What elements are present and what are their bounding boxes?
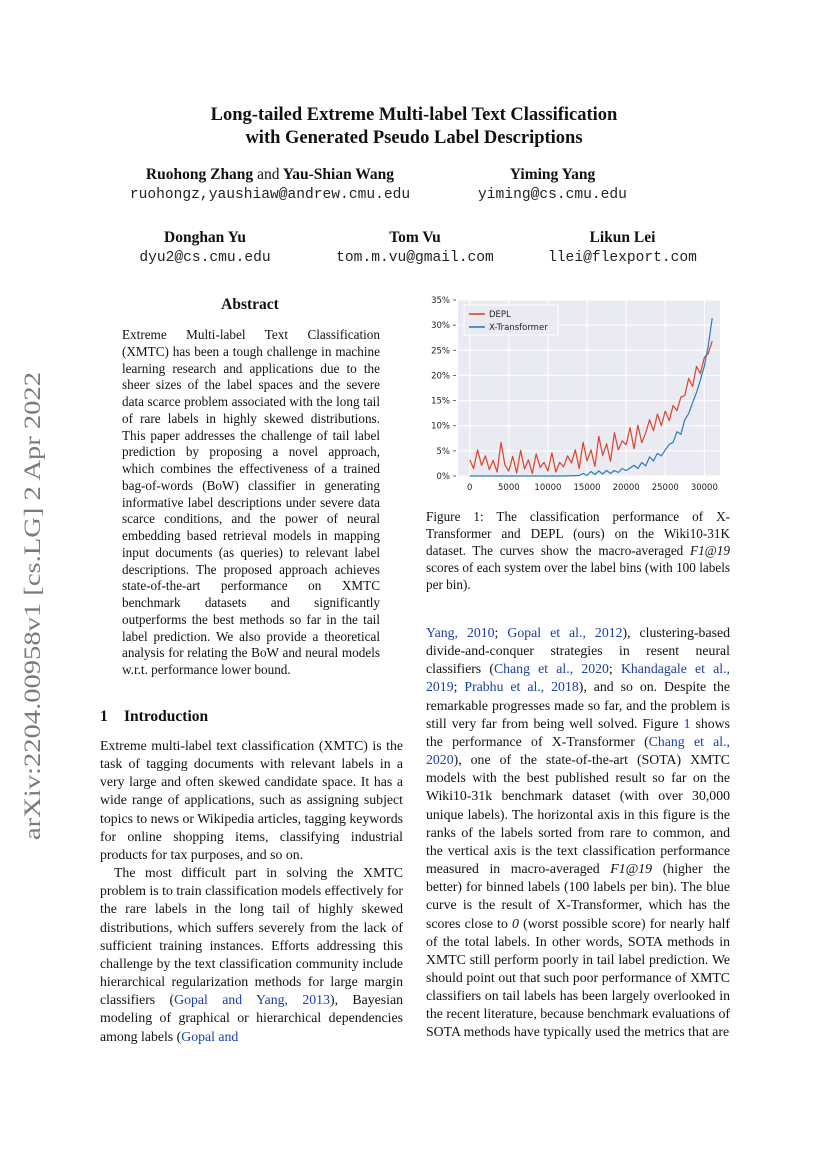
abstract-text: Extreme Multi-label Text Classification (XMTC) has been a tough challenge in machine learning research and applications due to the sheer sizes of the label spaces and the severe data scarce problem associated with the long tail of rare labels in highly skewed distributions. This paper addresses the challenge of tail label prediction by proposing a novel approach, which combines the effectiveness of a trained bag-of-words (BoW) classifier in generating informative label descriptions under severe data scarce conditions, and the power of neural embedding based retrieval models in mapping input documents (as queries) to relevant label descriptions. The proposed approach achieves state-of-the-art performance on XMTC benchmark datasets and significantly outperforms the best methods so far in the tail label prediction. We also provide a theoretical analysis for relating the BoW and neural models w.r.t. performance lower bound. <box>122 327 380 677</box>
paper-title <box>100 104 728 150</box>
y-tick-label: 25% <box>431 346 450 357</box>
text-run: ; <box>494 625 508 640</box>
math-expression: F1@19 <box>610 861 653 877</box>
author-email: yiming@cs.cmu.edu <box>478 187 627 203</box>
paragraph: Extreme multi-label text classification (XMTC) is the task of tagging documents with relevant labels in a very large and often skewed candidate space. It has a wide range of applications, such as assigning subject topics to news or Wikipedia articles, tagging keywords for online shopping items, classifying industrial products for tax purposes, and so on. <box>100 738 403 862</box>
x-tick-label: 30000 <box>690 483 718 493</box>
math-expression: F1@19 <box>690 543 730 558</box>
author-name: Yiming Yang <box>509 166 596 183</box>
author-and: and <box>257 166 280 183</box>
arxiv-id: arXiv:2204.00958v1 [cs.LG] 2 Apr 2022 <box>20 463 45 840</box>
y-tick-label: 20% <box>431 371 450 382</box>
title-line-1: Long-tailed Extreme Multi-label Text Classification <box>210 105 618 125</box>
x-tick-label: 15000 <box>573 483 601 493</box>
author-email: ruohongz,yaushiaw@andrew.cmu.edu <box>129 187 411 203</box>
x-tick-label: 5000 <box>498 483 520 493</box>
author-block-2 <box>460 165 645 205</box>
abstract-heading: Abstract <box>221 296 279 313</box>
y-tick-label: 10% <box>431 421 450 432</box>
author-email: llei@flexport.com <box>548 250 697 266</box>
arxiv-stamp <box>10 370 50 840</box>
figure-caption <box>426 508 730 593</box>
x-tick-label: 0 <box>467 483 473 493</box>
performance-chart <box>418 296 730 496</box>
x-tick-label: 25000 <box>651 483 679 493</box>
citation-link[interactable]: Prabhu et al., 2018 <box>464 679 579 695</box>
text-run: The most difficult part in solving the XMTC problem is to train classification models effectively for the rare labels in the long tail of highly skewed distributions, which suffers severely from the lack of sufficient training instances. Efforts addressing this challenge by the text classification community include hierarchical regularization methods for large margin classifiers ( <box>100 865 403 1008</box>
y-tick-label: 5% <box>436 446 450 457</box>
x-tick-label: 20000 <box>612 483 640 493</box>
paragraph <box>426 624 730 1042</box>
author-names <box>110 165 430 185</box>
y-tick-label: 15% <box>431 396 450 407</box>
text-run: ), one of the state-of-the-art (SOTA) XMTC models with the best published result so far on the Wiki10-31k benchmark dataset (with over 30,000 unique labels). The horizontal axis in this figure is the ranks of the labels sorted from rare to common, and the vertical axis is the text classification performance measured in macro-averaged <box>426 752 730 877</box>
section-title: Introduction <box>124 708 209 725</box>
text-run: (higher the better) for binned labels (100 labels per bin). The blue curve is the result of X-Transformer, which has the scores close to <box>426 861 730 931</box>
left-column <box>100 737 403 1046</box>
text-run: shows the performance of X-Transformer ( <box>426 715 731 749</box>
figure-ref-link[interactable]: 1 <box>683 715 691 731</box>
text-run: ; <box>453 679 465 695</box>
math-expression: 0 <box>512 915 519 931</box>
citation-link[interactable]: Gopal et al., 2012 <box>507 625 623 640</box>
text-run: ), Bayesian modeling of graphical or hierarchical dependencies among labels ( <box>100 992 403 1044</box>
figure-1 <box>418 296 730 496</box>
author-name: Ruohong Zhang <box>145 166 254 183</box>
author-name: Yau-Shian Wang <box>282 166 395 183</box>
citation-link[interactable]: Chang et al., 2020 <box>493 661 609 677</box>
author-email: tom.m.vu@gmail.com <box>336 250 494 266</box>
section-number: 1 <box>100 708 108 725</box>
citation-link[interactable]: Khandagale et al., 2019 <box>426 661 730 695</box>
author-block-4 <box>315 228 515 268</box>
author-block-3 <box>120 228 290 268</box>
author-name: Donghan Yu <box>164 229 246 246</box>
citation-link[interactable]: Gopal and <box>181 1028 239 1044</box>
author-email: dyu2@cs.cmu.edu <box>139 250 271 266</box>
author-block-5 <box>530 228 715 268</box>
author-name: Likun Lei <box>589 229 656 246</box>
y-tick-label: 30% <box>431 321 450 332</box>
x-tick-label: 10000 <box>534 483 562 493</box>
author-name: Tom Vu <box>389 229 441 246</box>
caption-label: Figure 1: <box>426 509 484 524</box>
text-run: The classification performance of X-Transformer and DEPL (ours) on the Wiki10-31K dataset. The curves show the macro-averaged <box>426 509 730 558</box>
legend-label: X-Transformer <box>489 323 548 333</box>
author-block-1 <box>110 165 430 205</box>
citation-link[interactable]: Chang et al., 2020 <box>426 733 731 768</box>
right-column <box>426 624 730 1042</box>
legend-label: DEPL <box>489 310 511 320</box>
title-line-2: with Generated Pseudo Label Descriptions <box>245 128 583 148</box>
y-tick-label: 35% <box>431 296 450 306</box>
paragraph <box>100 864 403 1046</box>
text-run: ), clustering-based divide-and-conquer strategies in resent neural classifiers ( <box>426 625 730 677</box>
y-tick-label: 0% <box>436 472 450 482</box>
text-run: scores of each system over the label bins (with 100 labels per bin). <box>426 560 730 592</box>
text-run: ; <box>608 661 621 677</box>
text-run: (worst possible score) for nearly half of the total labels. In other words, SOTA methods in XMTC still perform poorly in tail label prediction. We should point out that such poor performance of XMTC classifiers on tail labels has been largely overlooked in the recent literature, because benchmark evaluations of SOTA methods have typically used the metrics that are <box>426 915 730 1040</box>
citation-link[interactable]: Yang, 2010 <box>426 625 495 640</box>
citation-link[interactable]: Gopal and Yang, 2013 <box>174 992 330 1008</box>
text-run: ), and so on. Despite the remarkable progresses made so far, and the problem is still very far from being well solved. Figure <box>426 679 730 731</box>
section-heading <box>100 708 208 726</box>
